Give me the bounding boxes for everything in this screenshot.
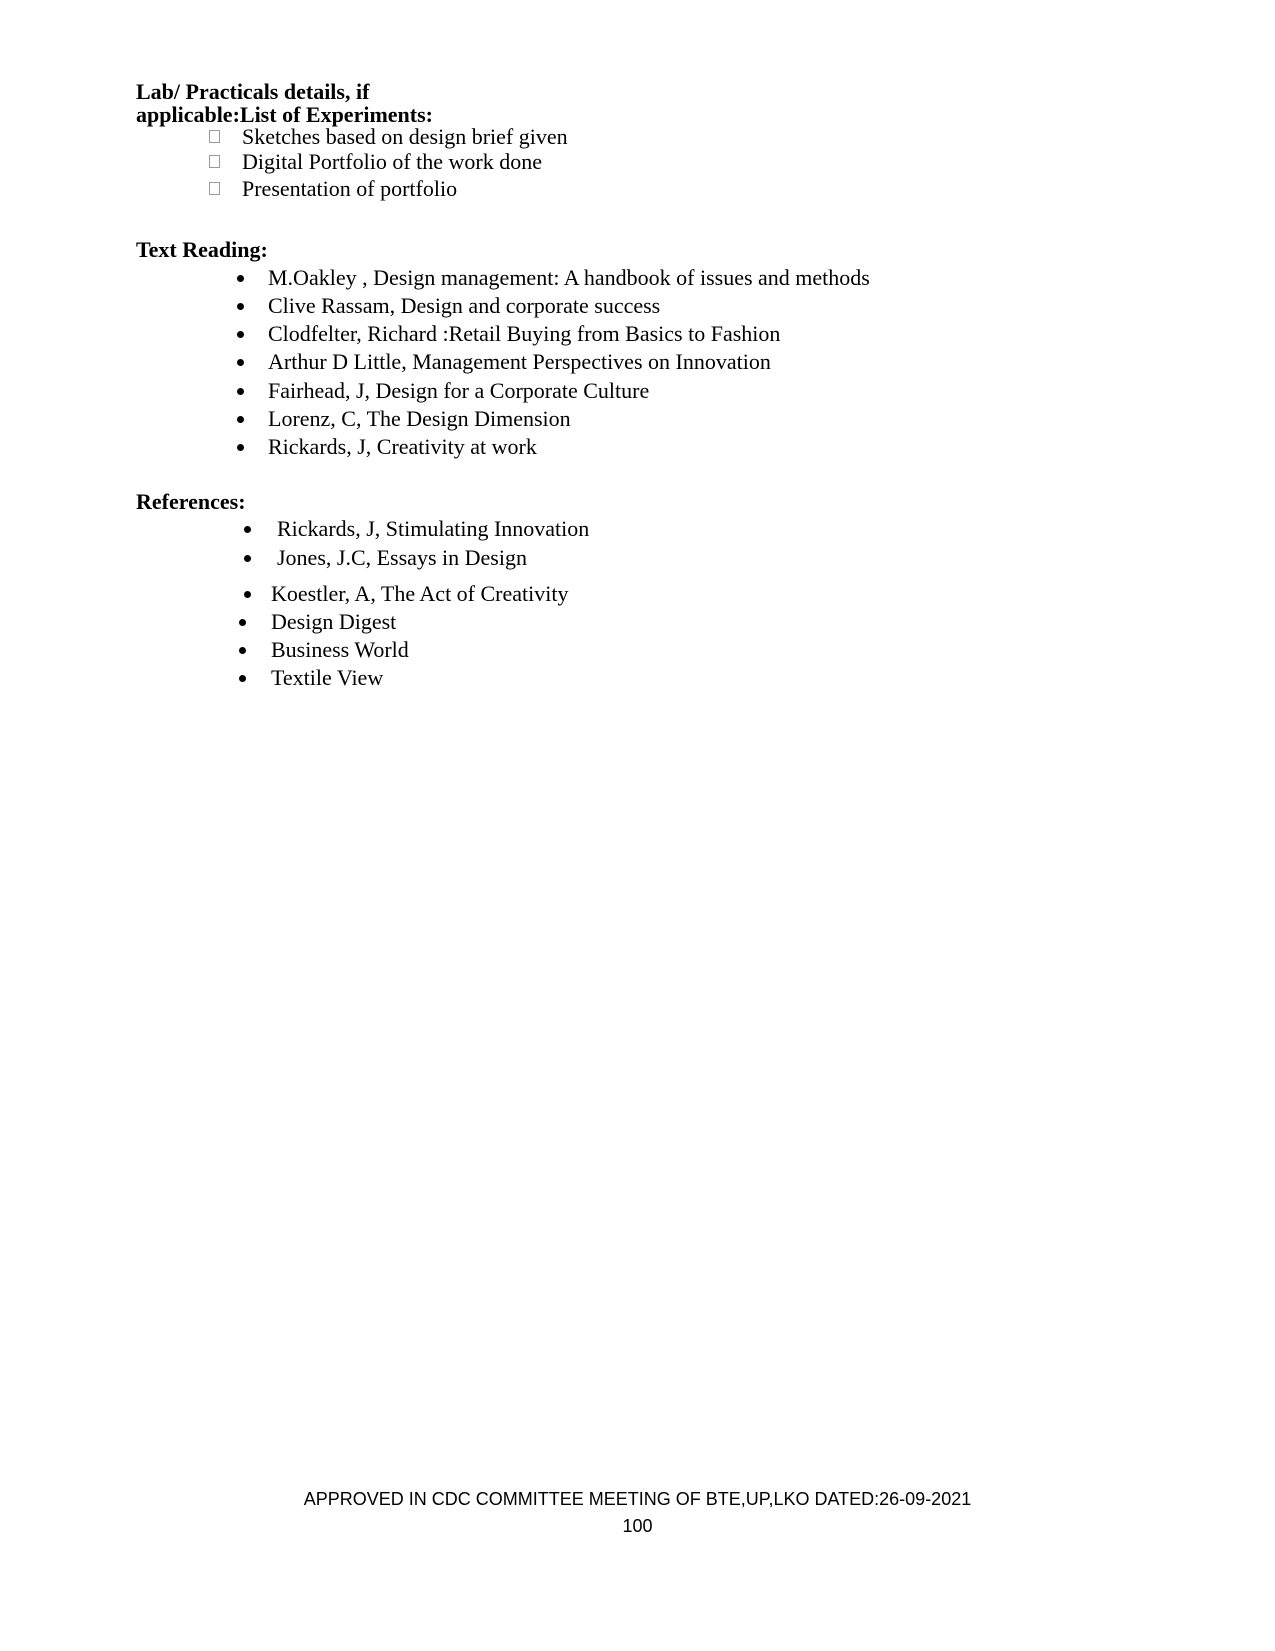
- footer-approval: APPROVED IN CDC COMMITTEE MEETING OF BTE,UP,LKO DATED:26-09-2021: [303, 1489, 972, 1509]
- checkbox-icon: [209, 130, 220, 143]
- checkbox-icon: [209, 155, 220, 168]
- bullet-icon: [237, 359, 244, 366]
- text-reading-item: Arthur D Little, Management Perspectives on Innovation: [268, 349, 771, 374]
- lab-item: Sketches based on design brief given: [242, 124, 568, 149]
- bullet-icon: [237, 331, 244, 338]
- text-reading-heading: Text Reading:: [136, 237, 268, 262]
- bullet-icon: [237, 416, 244, 423]
- lab-heading-line1: Lab/ Practicals details, if: [136, 79, 370, 104]
- text-reading-item: Rickards, J, Creativity at work: [268, 434, 537, 459]
- page-number: 100: [622, 1516, 653, 1536]
- reference-item: Business World: [271, 637, 409, 662]
- text-reading-item: Lorenz, C, The Design Dimension: [268, 406, 571, 431]
- lab-heading-line2: applicable:List of Experiments:: [136, 102, 433, 127]
- text-reading-item: Clodfelter, Richard :Retail Buying from Basics to Fashion: [268, 321, 781, 346]
- references-heading: References:: [136, 489, 246, 514]
- reference-item: Koestler, A, The Act of Creativity: [271, 581, 569, 606]
- text-reading-item: Fairhead, J, Design for a Corporate Culture: [268, 378, 650, 403]
- reference-item: Design Digest: [271, 609, 397, 634]
- bullet-icon: [237, 303, 244, 310]
- lab-item: Presentation of portfolio: [242, 176, 458, 201]
- bullet-icon: [244, 526, 251, 533]
- lab-item: Digital Portfolio of the work done: [242, 149, 543, 174]
- bullet-icon: [237, 444, 244, 451]
- bullet-icon: [239, 619, 246, 626]
- bullet-icon: [244, 591, 251, 598]
- text-reading-item: M.Oakley , Design management: A handbook of issues and methods: [268, 265, 870, 290]
- checkbox-icon: [209, 182, 220, 195]
- bullet-icon: [237, 388, 244, 395]
- bullet-icon: [237, 275, 244, 282]
- bullet-icon: [239, 647, 246, 654]
- reference-item: Textile View: [271, 665, 384, 690]
- text-reading-item: Clive Rassam, Design and corporate success: [268, 293, 661, 318]
- bullet-icon: [244, 555, 251, 562]
- reference-item: Rickards, J, Stimulating Innovation: [277, 516, 590, 541]
- bullet-icon: [239, 675, 246, 682]
- reference-item: Jones, J.C, Essays in Design: [277, 545, 527, 570]
